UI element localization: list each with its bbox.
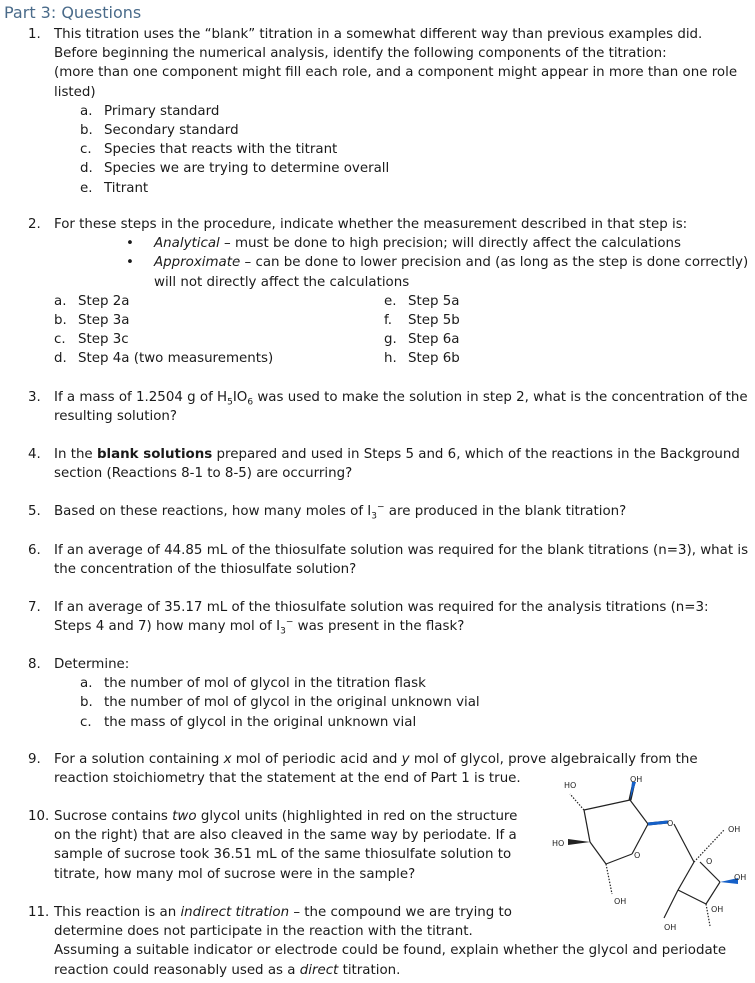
list-item: f. Step 5b — [384, 313, 460, 329]
question-text: If an average of 35.17 mL of the thiosulfate solution was required for the analysis titrations (n=3: Steps 4 and 7) how many mol of $I_3^-$ was present in the flask? — [54, 600, 709, 637]
list-item: d. Step 4a (two measurements) — [54, 351, 274, 367]
svg-text:OH: OH — [728, 825, 741, 834]
list-item: a. Step 2a — [54, 293, 130, 309]
question-8: 8. Determine: a. the number of mol of glycol in the titration flask b. the number of mol of glycol in the original unknown vial c. the mass of glycol in the original unknown vial — [28, 655, 750, 732]
list-item: g. Step 6a — [384, 332, 460, 348]
list-item: c. Step 3c — [54, 332, 129, 348]
svg-text:OH: OH — [734, 873, 747, 882]
list-item: d. Species we are trying to determine overall — [80, 161, 390, 177]
question-note: (more than one component might fill each role, and a component might appear in more than one role listed) — [54, 65, 738, 100]
question-number: 1. — [28, 27, 41, 42]
list-item: e. Titrant — [80, 180, 149, 196]
question-text: If an average of 44.85 mL of the thiosulfate solution was required for the blank titrations (n=3), what is the concentration of the thiosulfate solution? — [54, 543, 749, 578]
question-text: For a solution containing x mol of periodic acid and y mol of glycol, prove algebraically from the reaction stoichiometry that the statement at the end of Part 1 is true. — [54, 752, 698, 787]
bullet-approximate: • Approximate – can be done to lower precision and (as long as the step is done correctly) will not directly affect the calculations — [126, 255, 749, 290]
question-3: 3. If a mass of 1.2504 g of $H_5IO_6$ was used to make the solution in step 2, what is the concentration of the resulting solution? — [28, 388, 750, 426]
question-text: This titration uses the “blank” titration in a somewhat different way than previous examples did. Before beginning the numerical analysis, identify the following components of the titration: — [54, 27, 703, 62]
svg-text:O: O — [667, 819, 674, 828]
list-item: b. the number of mol of glycol in the original unknown vial — [80, 695, 480, 711]
svg-text:OH: OH — [664, 923, 677, 932]
svg-text:OH: OH — [614, 897, 627, 906]
question-11: 11. This reaction is an indirect titration – the compound we are trying to determine does not participate in the reaction with the titrant. Assuming a suitable indicator or electrode could be found, explain whether the glycol and periodate reaction could reasonably used as a direct titration. — [28, 903, 750, 980]
list-item: e. Step 5a — [384, 293, 460, 309]
question-1 — [28, 25, 750, 198]
question-text: Based on these reactions, how many moles of $I_3^-$ are produced in the blank titration? — [54, 502, 627, 522]
sucrose-label: HO — [564, 781, 577, 790]
question-number: 2. — [28, 217, 41, 232]
svg-text:OH: OH — [711, 905, 724, 914]
question-text: Determine: — [54, 657, 130, 672]
question-text: This reaction is an indirect titration – the compound we are trying to determine does not participate in the reaction with the titrant. Assuming a suitable indicator or electrode could be found, explain whether the glycol and periodate reaction could reasonably used as a direct titration. — [54, 905, 727, 978]
question-text: For these steps in the procedure, indicate whether the measurement described in that step is: — [54, 217, 688, 232]
question-text: In the blank solutions prepared and used in Steps 5 and 6, which of the reactions in the Background section (Reactions 8-1 to 8-5) are occurring? — [54, 447, 740, 482]
list-item: a. the number of mol of glycol in the titration flask — [80, 676, 426, 692]
question-7: 7. If an average of 35.17 mL of the thiosulfate solution was required for the analysis titrations (n=3: Steps 4 and 7) how many mol of $I_3^-$ was present in the flask? — [28, 598, 750, 636]
list-item: a. Primary standard — [80, 103, 220, 119]
svg-text:OH: OH — [630, 775, 643, 784]
svg-text:O: O — [706, 857, 713, 866]
question-10: 10. Sucrose contains two glycol units (highlighted in red on the structure on the right) that are also cleaved in the same way by periodate. If a sample of sucrose took 36.51 mL of the same thiosulfate solution to titrate, how many mol of sucrose were in the sample? — [28, 807, 750, 884]
question-text: If a mass of 1.2504 g of $H_5IO_6$ was used to make the solution in step 2, what is the concentration of the resulting solution? — [54, 390, 748, 425]
list-item: b. Secondary standard — [80, 123, 239, 139]
question-5: 5. Based on these reactions, how many moles of $I_3^-$ are produced in the blank titration? — [28, 502, 750, 521]
list-item: c. Species that reacts with the titrant — [80, 142, 338, 158]
list-item: c. the mass of glycol in the original unknown vial — [80, 714, 417, 730]
step-list — [54, 292, 750, 369]
sucrose-structure-diagram — [548, 772, 752, 936]
page-title: Part 3: Questions — [4, 3, 142, 22]
question-4: 4. In the blank solutions prepared and used in Steps 5 and 6, which of the reactions in the Background section (Reactions 8-1 to 8-5) are occurring? — [28, 445, 750, 483]
list-item: b. Step 3a — [54, 313, 130, 329]
question-6: 6. If an average of 44.85 mL of the thiosulfate solution was required for the blank titrations (n=3), what is the concentration of the thiosulfate solution? — [28, 541, 750, 579]
question-9: 9. For a solution containing x mol of periodic acid and y mol of glycol, prove algebraically from the reaction stoichiometry that the statement at the end of Part 1 is true. — [28, 750, 750, 788]
list-item: h. Step 6b — [384, 351, 460, 367]
svg-text:O: O — [634, 851, 641, 860]
bullet-analytical: • Analytical – must be done to high precision; will directly affect the calculations — [126, 236, 681, 252]
question-text: Sucrose contains two glycol units (highlighted in red on the structure on the right) that are also cleaved in the same way by periodate. If a sample of sucrose took 36.51 mL of the same thiosulfate solution to titrate, how many mol of sucrose were in the sample? — [54, 809, 518, 882]
svg-text:HO: HO — [552, 839, 565, 848]
question-2 — [28, 215, 750, 369]
